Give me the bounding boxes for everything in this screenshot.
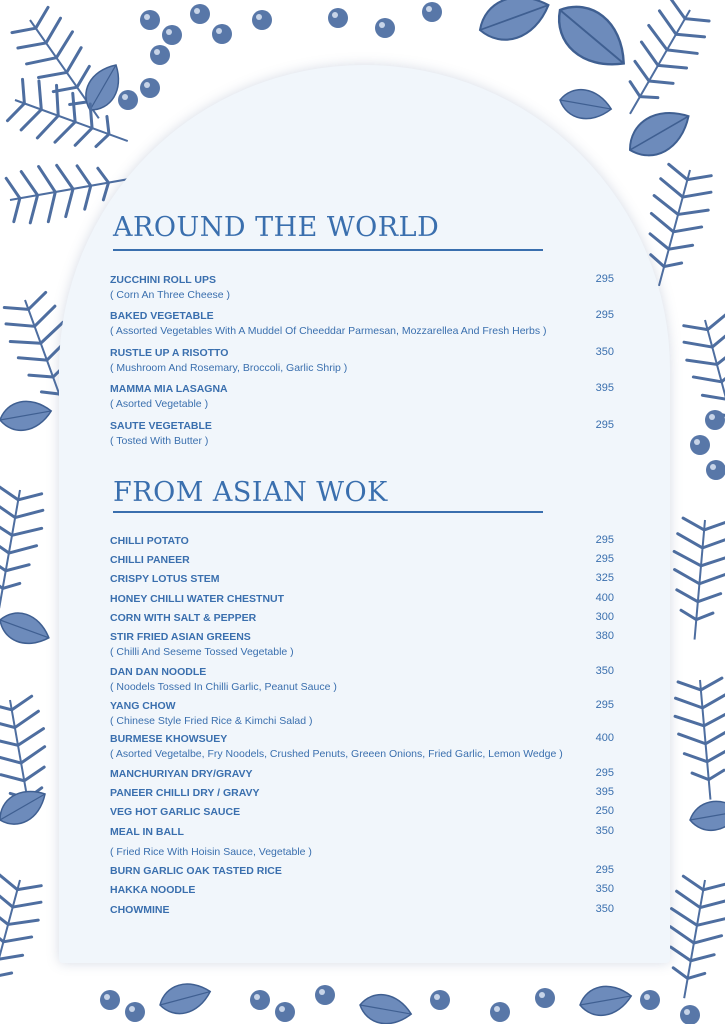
menu-item-price: 325	[595, 572, 614, 584]
section-title: FROM ASIAN WOK	[113, 477, 388, 508]
menu-item-name: CORN WITH SALT & PEPPER	[110, 612, 257, 624]
menu-item-name: HAKKA NOODLE	[110, 884, 196, 896]
menu-item-price: 350	[595, 903, 614, 915]
menu-item-price: 350	[595, 883, 614, 895]
menu-item-name: DAN DAN NOODLE	[110, 666, 207, 678]
menu-item-price: 400	[595, 592, 614, 604]
menu-item-price: 295	[595, 553, 614, 565]
menu-item-description: ( Asorted Vegetable )	[110, 398, 209, 410]
menu-item-name: CHILLI POTATO	[110, 535, 189, 547]
menu-item-name: MEAL IN BALL	[110, 826, 184, 838]
section-title: AROUND THE WORLD	[113, 212, 440, 243]
menu-item-price: 380	[595, 630, 614, 642]
menu-item-description: ( Mushroom And Rosemary, Broccoli, Garlic Shrip )	[110, 362, 348, 374]
menu-item-price: 295	[595, 419, 614, 431]
menu-item-price: 300	[595, 611, 614, 623]
menu-item-description: ( Tosted With Butter )	[110, 435, 209, 447]
menu-item-name: HONEY CHILLI WATER CHESTNUT	[110, 593, 285, 605]
menu-item-name: MAMMA MIA LASAGNA	[110, 383, 228, 395]
menu-item-name: VEG HOT GARLIC SAUCE	[110, 806, 241, 818]
menu-item-price: 400	[595, 732, 614, 744]
menu-item-price: 350	[595, 346, 614, 358]
menu-item-name: BURN GARLIC OAK TASTED RICE	[110, 865, 282, 877]
menu-item-price: 295	[595, 699, 614, 711]
menu-item-price: 295	[595, 309, 614, 321]
menu-item-name: MANCHURIYAN DRY/GRAVY	[110, 768, 253, 780]
menu-item-price: 295	[595, 767, 614, 779]
menu-item-name: CHOWMINE	[110, 904, 170, 916]
menu-item-price: 295	[595, 534, 614, 546]
menu-item-description: ( Noodels Tossed In Chilli Garlic, Peanut Sauce )	[110, 681, 337, 693]
menu-item-price: 295	[595, 273, 614, 285]
menu-item-name: YANG CHOW	[110, 700, 176, 712]
menu-item-name: CHILLI PANEER	[110, 554, 190, 566]
menu-item-description: ( Asorted Vegetalbe, Fry Noodels, Crushed Penuts, Greeen Onions, Fried Garlic, Lemon Wedge )	[110, 748, 563, 760]
menu-item-price: 350	[595, 825, 614, 837]
menu-item-name: STIR FRIED ASIAN GREENS	[110, 631, 251, 643]
menu-item-name: SAUTE VEGETABLE	[110, 420, 212, 432]
menu-item-name: CRISPY LOTUS STEM	[110, 573, 220, 585]
menu-item-name: ZUCCHINI ROLL UPS	[110, 274, 216, 286]
menu-item-description: ( Chinese Style Fried Rice & Kimchi Salad )	[110, 715, 313, 727]
menu-item-price: 295	[595, 864, 614, 876]
section-divider	[113, 511, 543, 513]
menu-item-name: BAKED VEGETABLE	[110, 310, 214, 322]
menu-item-price: 250	[595, 805, 614, 817]
menu-item-price: 395	[595, 382, 614, 394]
menu-item-description: ( Chilli And Seseme Tossed Vegetable )	[110, 646, 294, 658]
menu-item-description: ( Fried Rice With Hoisin Sauce, Vegetable )	[110, 846, 312, 858]
menu-item-description: ( Corn An Three Cheese )	[110, 289, 231, 301]
menu-item-name: BURMESE KHOWSUEY	[110, 733, 228, 745]
menu-item-description: ( Assorted Vegetables With A Muddel Of Cheeddar Parmesan, Mozzarellea And Fresh Herbs )	[110, 325, 547, 337]
menu-item-name: RUSTLE UP A RISOTTO	[110, 347, 229, 359]
menu-item-price: 395	[595, 786, 614, 798]
section-divider	[113, 249, 543, 251]
menu-item-name: PANEER CHILLI DRY / GRAVY	[110, 787, 260, 799]
menu-item-price: 350	[595, 665, 614, 677]
